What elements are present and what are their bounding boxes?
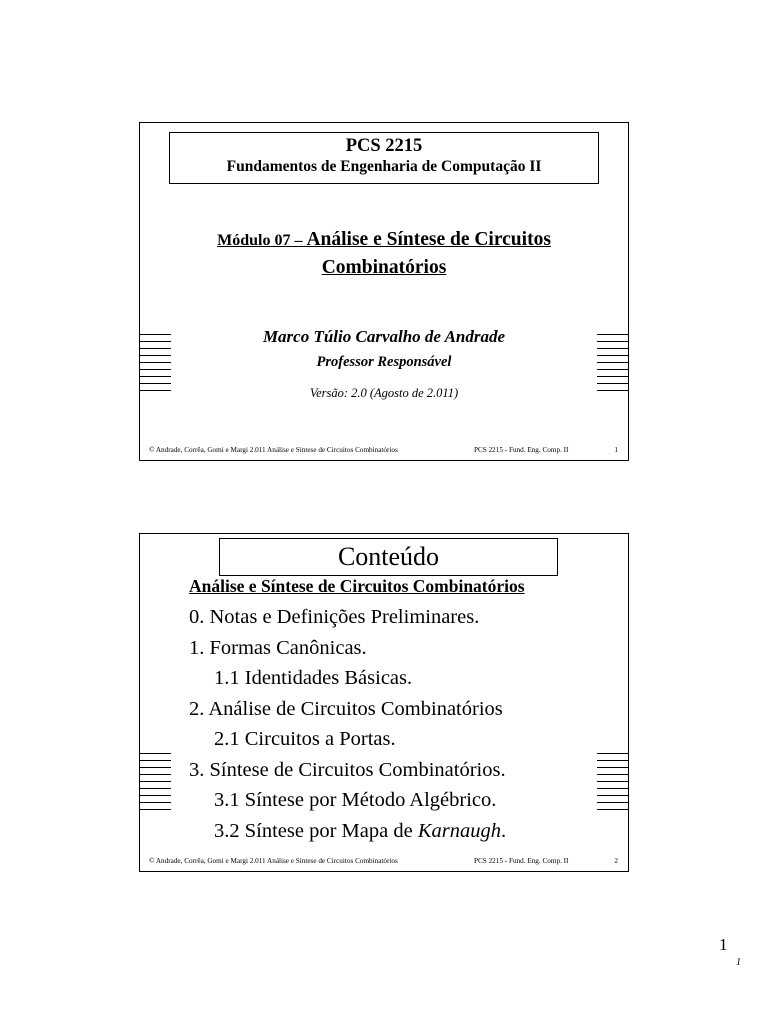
author-role: Professor Responsável [316,354,452,370]
module-title-line2: Combinatórios [321,257,447,278]
module-title [140,229,628,251]
list-item-suffix: . [500,819,507,842]
footer-course: PCS 2215 - Fund. Eng. Comp. II [474,857,569,865]
list-item: 1.1 Identidades Básicas. [214,667,413,689]
list-item: 2.1 Circuitos a Portas. [214,728,396,750]
list-item [189,816,506,847]
course-title-box [169,132,599,184]
author: Marco Túlio Carvalho de Andrade [262,327,506,346]
slide-decoration-lines-left [139,747,171,817]
list-item: 3.1 Síntese por Método Algébrico. [214,789,497,811]
footer-course: PCS 2215 - Fund. Eng. Comp. II [474,446,569,454]
course-code: PCS 2215 [345,136,423,156]
list-item: 2. Análise de Circuitos Combinatórios [189,697,503,720]
contents-subtitle: Análise e Síntese de Circuitos Combinatórios [189,576,525,596]
contents-list [189,602,506,846]
list-item: 3. Síntese de Circuitos Combinatórios. [189,758,506,781]
module-prefix: Módulo 07 – [217,232,307,249]
contents-title: Conteúdo [337,542,440,571]
page-number-small: 1 [736,957,741,968]
footer-copyright: © Andrade, Corrêa, Gomi e Margi 2.011 Análise e Síntese de Circuitos Combinatórios [149,446,398,454]
module-title-line2-wrap [140,257,628,279]
slide-2-footer [149,857,618,865]
slide-decoration-lines-right [597,747,629,817]
list-item-text: 3.2 Síntese por Mapa de [214,819,418,842]
slide-number: 1 [614,446,618,454]
version: Versão: 2.0 (Agosto de 2.011) [309,386,459,400]
footer-copyright: © Andrade, Corrêa, Gomi e Margi 2.011 Análise e Síntese de Circuitos Combinatórios [149,857,398,865]
course-name: Fundamentos de Engenharia de Computação II [226,158,542,175]
module-title-line1: Análise e Síntese de Circuitos [306,229,551,250]
page-number: 1 [719,935,728,954]
slide-1 [139,122,629,461]
list-item: 0. Notas e Definições Preliminares. [189,606,480,628]
slide-number: 2 [614,857,618,865]
slide-2 [139,533,629,872]
slide-1-footer [149,446,618,454]
list-item: 1. Formas Canônicas. [189,636,367,659]
contents-title-box [219,538,558,576]
karnaugh-text: Karnaugh [417,819,501,842]
